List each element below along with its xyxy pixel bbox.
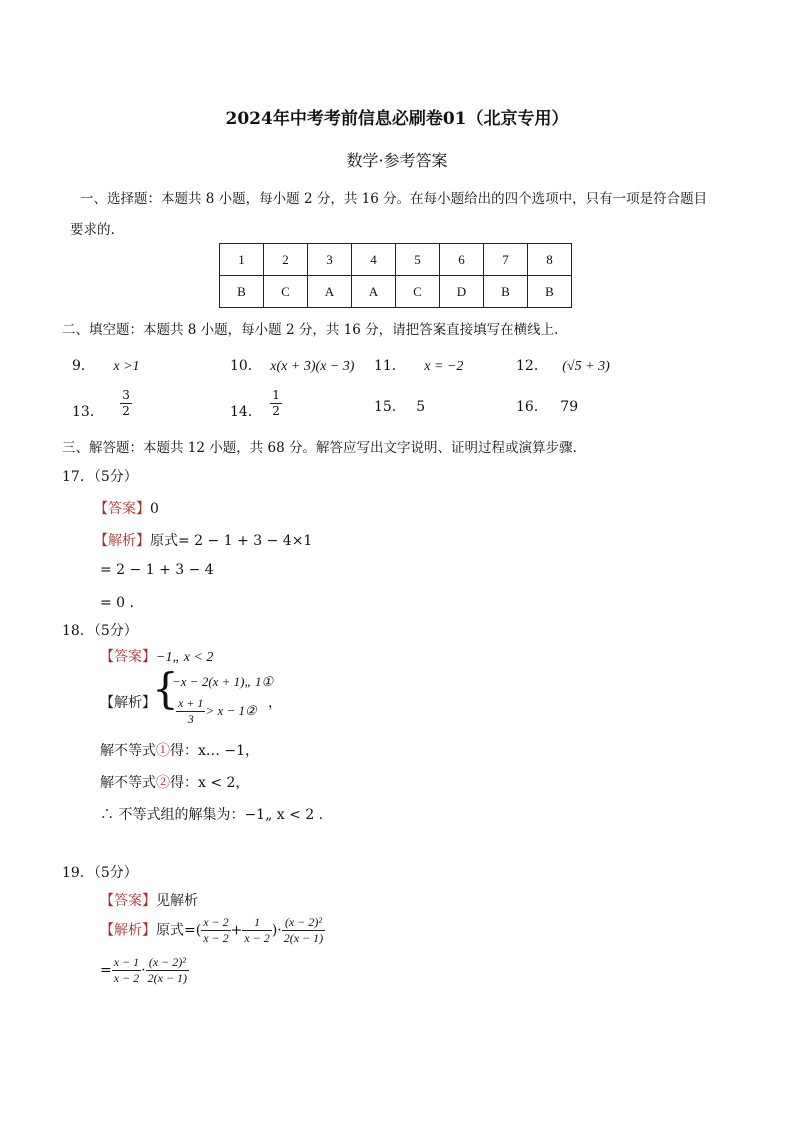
denominator: 2: [272, 404, 280, 418]
q18-inequality-2: [176, 696, 257, 727]
analysis-tag: 【解析】: [100, 922, 156, 939]
fill-item-14: [230, 388, 282, 419]
numerator: (x − 2)²: [146, 955, 189, 971]
step-text: 得：x… −1，: [170, 743, 259, 759]
item-number: 15．: [374, 399, 406, 415]
system-brace: {: [152, 664, 179, 713]
comma: ，: [268, 695, 282, 711]
step-text: 解不等式: [100, 775, 156, 791]
numerator: 3: [122, 388, 130, 402]
denominator: 3: [187, 712, 194, 726]
item-number: 16．: [516, 399, 548, 415]
numerator: 1: [242, 915, 271, 931]
item-number: 13．: [72, 403, 104, 420]
q18-step2: [100, 772, 249, 792]
q18-answer: −1„ x < 2: [156, 650, 214, 665]
fill-item-9: [72, 355, 140, 375]
q17-label: 17．（5分）: [62, 469, 138, 485]
page-title: 2024年中考考前信息必刷卷01（北京专用）: [225, 109, 569, 129]
section1-heading-line1: 一、选择题：本题共 8 小题，每小题 2 分，共 16 分。在每小题给出的四个选项中，只有一项是符合题目: [80, 191, 708, 207]
fraction: [146, 955, 189, 986]
table-cell: 6: [440, 244, 484, 276]
item-answer: 79: [560, 399, 579, 415]
denominator: 2(x − 1): [283, 931, 324, 945]
table-cell: A: [308, 276, 352, 308]
table-cell: C: [396, 276, 440, 308]
table-cell: 4: [352, 244, 396, 276]
q19-analysis-line: 【解析】原式=( $\frac{x - 2}{x - 2}$ + $\frac{1}{x - 2}$ )· $\frac{\text{(x − 2)²}}{2(x - 1)}$: [100, 915, 324, 945]
analysis-tag: 【解析】: [100, 695, 156, 711]
fill-item-15: [374, 396, 425, 416]
circled-number: ①: [156, 743, 170, 759]
lead-text: 原式=: [156, 922, 196, 939]
step-text: 解不等式: [100, 743, 156, 759]
fill-item-16: [516, 396, 578, 416]
q19-answer-line: [100, 890, 198, 910]
item-answer: 5: [416, 399, 426, 415]
item-answer: x >1: [113, 359, 140, 374]
q18-answer-line: [100, 646, 213, 666]
section1-heading-line2: 要求的.: [70, 222, 115, 238]
fraction: [176, 696, 205, 727]
item-number: 12．: [516, 358, 548, 374]
q19-step2: = $\frac{x - 1}{x - 2}$ · $\frac{\text{(x − 2)²}}{2(x - 1)}$: [100, 955, 188, 985]
item-answer: (√5 + 3): [562, 359, 610, 374]
fill-item-11: [374, 355, 463, 375]
fraction: [282, 915, 325, 946]
denominator: x − 2: [244, 931, 270, 945]
circled-number: ②: [156, 775, 170, 791]
q17-answer-line: [94, 498, 159, 518]
fraction: [112, 955, 141, 986]
table-cell: B: [220, 276, 264, 308]
table-cell: B: [528, 276, 572, 308]
answer-tag: 【答案】: [94, 501, 150, 517]
table-cell: 2: [264, 244, 308, 276]
equals-sign: =: [100, 962, 112, 979]
fill-item-10: [230, 355, 354, 375]
section3-heading: 三、解答题：本题共 12 小题，共 68 分。解答应写出文字说明、证明过程或演算步骤.: [62, 440, 577, 456]
table-cell: 5: [396, 244, 440, 276]
answer-table: [219, 243, 572, 308]
table-cell: 7: [484, 244, 528, 276]
table-cell: 3: [308, 244, 352, 276]
q18-label: 18．（5分）: [62, 623, 138, 639]
fraction: [270, 388, 282, 419]
item-answer: x(x + 3)(x − 3): [270, 359, 355, 374]
answer-table-number-row: [220, 244, 572, 276]
item-number: 10．: [230, 358, 262, 374]
fraction: [242, 915, 271, 946]
q17-analysis-line: [94, 530, 312, 550]
numerator: x + 1: [178, 696, 204, 710]
analysis-tag: 【解析】: [94, 533, 150, 549]
answer-table-answer-row: [220, 276, 572, 308]
table-cell: B: [484, 276, 528, 308]
numerator: (x − 2)²: [282, 915, 325, 931]
fraction: [201, 915, 230, 946]
item-number: 9．: [72, 358, 95, 374]
inequality-rest: > x − 1②: [205, 703, 257, 718]
page-subtitle: 数学·参考答案: [346, 151, 448, 170]
q17-step3: = 0 .: [100, 595, 134, 611]
q18-inequality-1: −x − 2(x + 1)„ 1①: [172, 674, 274, 689]
q18-conclusion: ∴ 不等式组的解集为：−1„ x < 2 .: [100, 807, 324, 823]
item-number: 11．: [374, 358, 406, 374]
table-cell: A: [352, 276, 396, 308]
answer-tag: 【答案】: [100, 893, 156, 909]
denominator: x − 2: [203, 931, 229, 945]
denominator: x − 2: [113, 971, 140, 985]
table-cell: D: [440, 276, 484, 308]
numerator: 1: [272, 388, 280, 402]
fill-item-12: [516, 355, 610, 375]
table-cell: 1: [220, 244, 264, 276]
q17-answer: 0: [150, 501, 159, 517]
section2-heading: 二、填空题：本题共 8 小题，每小题 2 分，共 16 分，请把答案直接填写在横线上.: [62, 322, 559, 338]
item-number: 14．: [230, 403, 262, 420]
step-text: 得：x < 2，: [170, 775, 250, 791]
table-cell: 8: [528, 244, 572, 276]
fraction: [120, 388, 132, 419]
numerator: x − 1: [113, 955, 140, 969]
numerator: x − 2: [203, 915, 229, 929]
answer-tag: 【答案】: [100, 649, 156, 665]
denominator: 2: [122, 404, 130, 418]
q17-step2: = 2 − 1 + 3 − 4: [100, 562, 214, 578]
q19-label: 19．（5分）: [62, 865, 138, 881]
table-cell: C: [264, 276, 308, 308]
q19-answer: 见解析: [156, 893, 198, 909]
fill-item-13: [72, 388, 132, 419]
q17-step1: 原式= 2 − 1 + 3 − 4×1: [150, 533, 313, 549]
item-answer: x = −2: [424, 359, 464, 374]
denominator: 2(x − 1): [147, 971, 188, 985]
q18-step1: [100, 740, 259, 760]
